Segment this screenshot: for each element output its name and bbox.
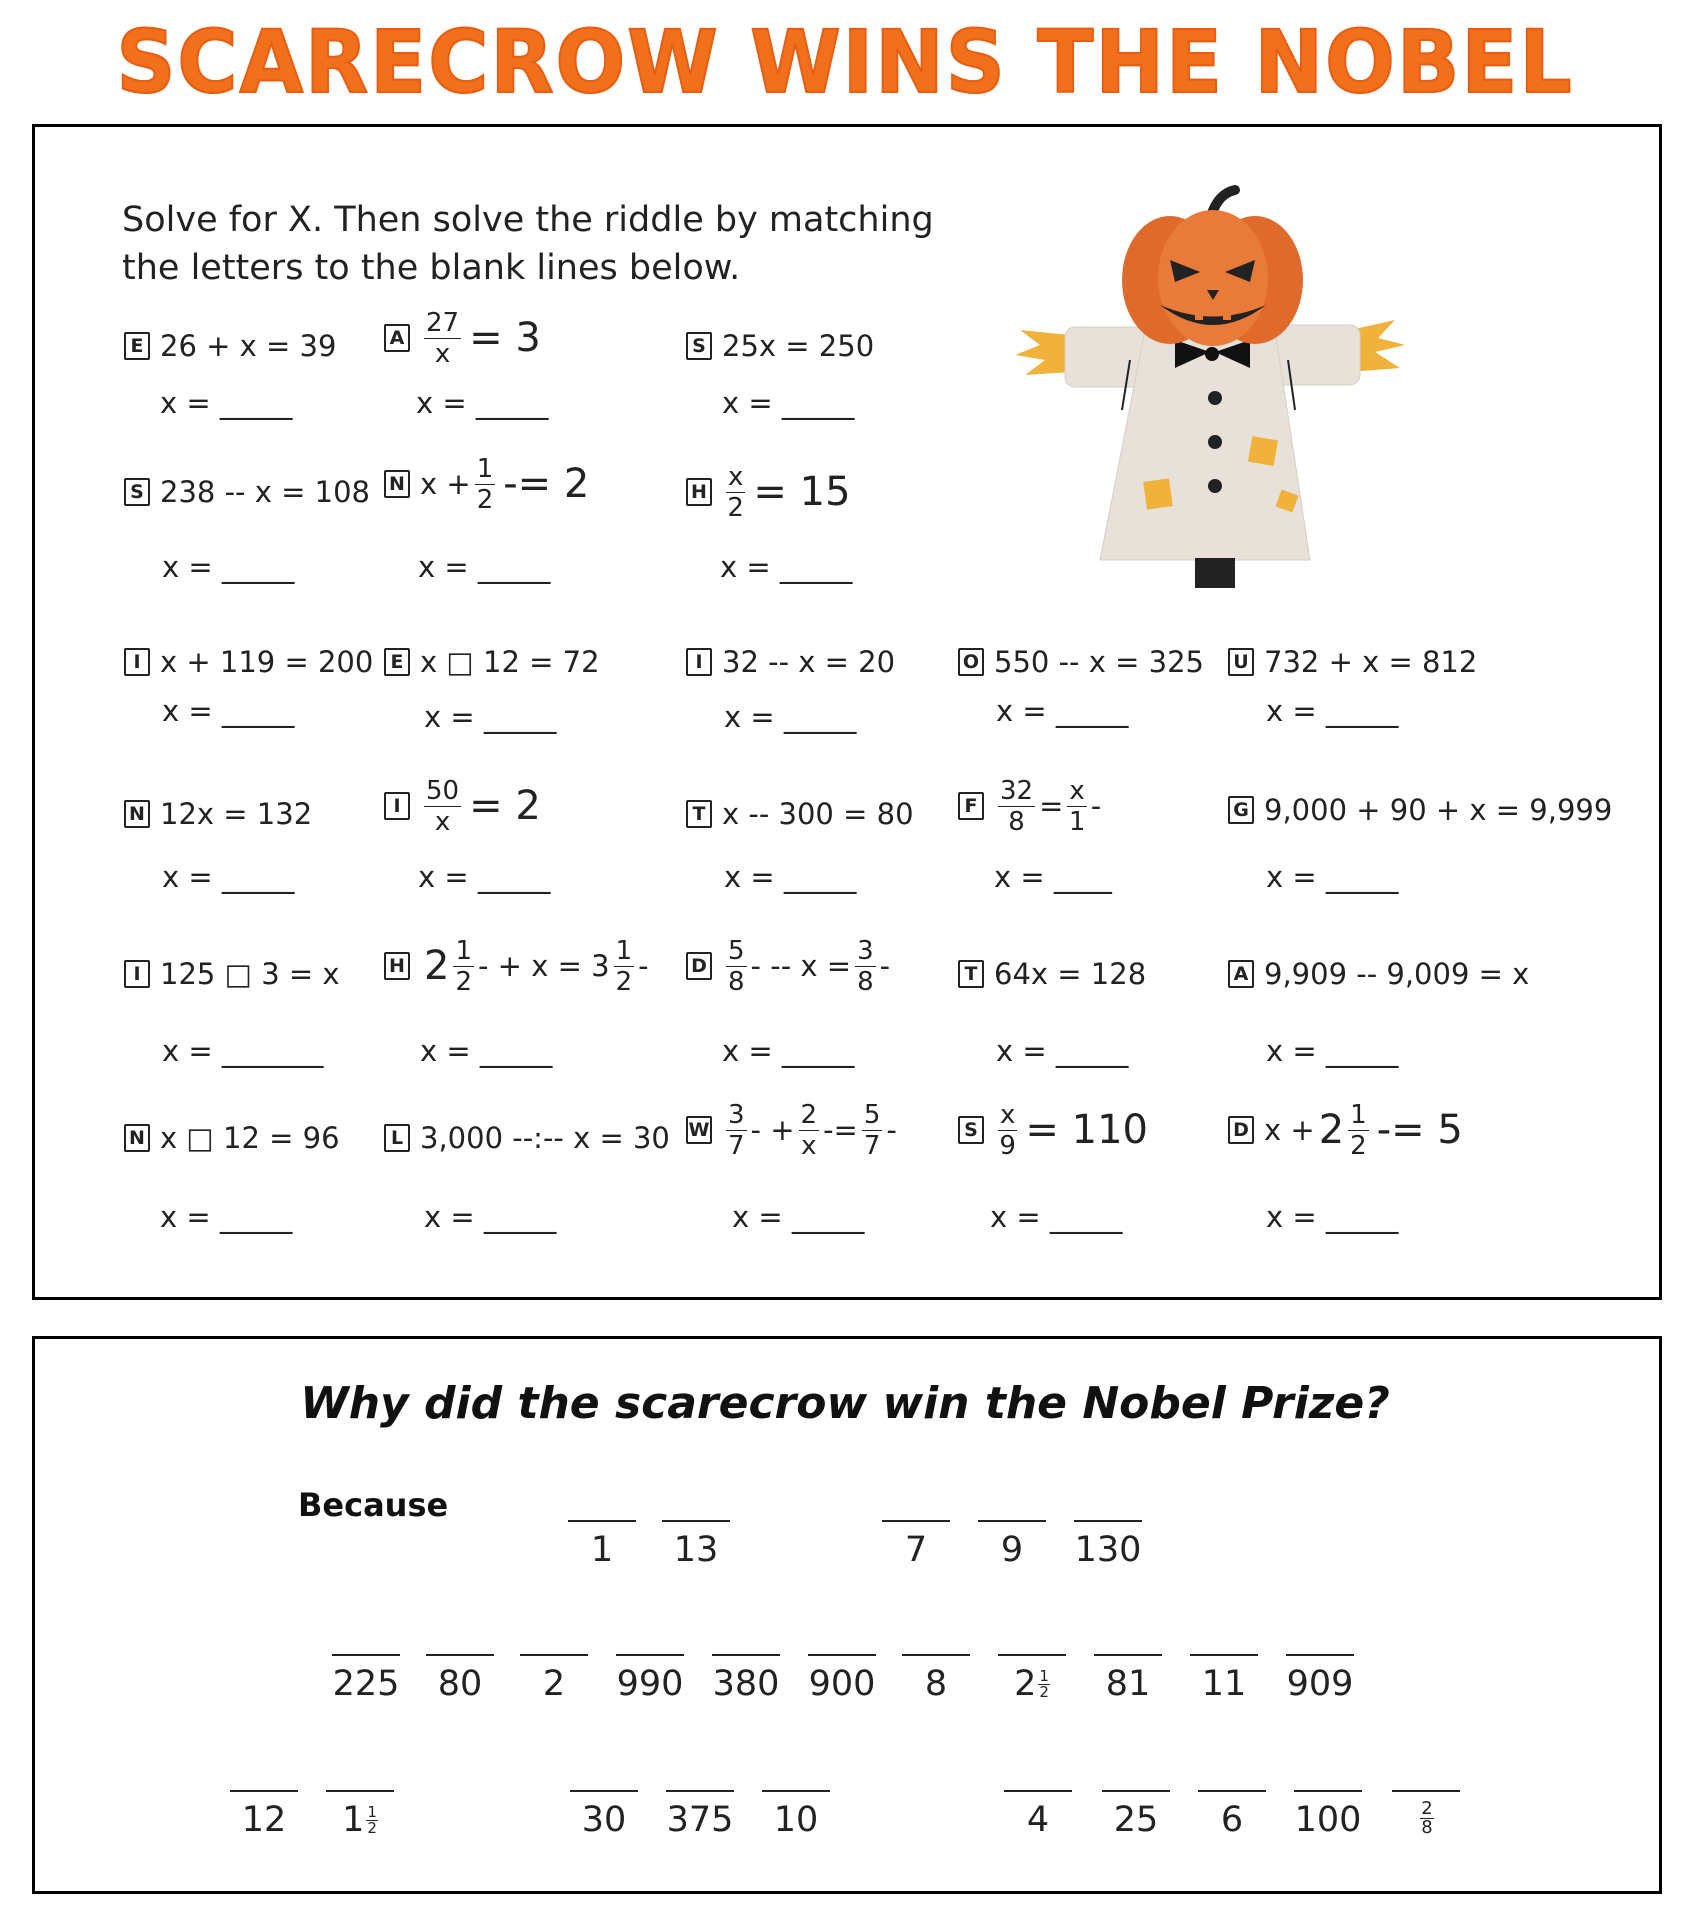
answer-16[interactable]: x = _____: [1266, 860, 1399, 894]
answer-slot[interactable]: 2 8: [1392, 1790, 1460, 1837]
problem-22: N x □ 12 = 96: [124, 1112, 340, 1164]
problem-21: A 9,909 -- 9,009 = x: [1228, 948, 1529, 1000]
problem-17: I 125 □ 3 = x: [124, 948, 340, 1000]
answer-slot[interactable]: 2: [520, 1654, 588, 1704]
answer-25[interactable]: x = _____: [990, 1200, 1123, 1234]
answer-slot[interactable]: 25: [1102, 1790, 1170, 1840]
answer-1[interactable]: x = _____: [160, 386, 293, 420]
answer-slot[interactable]: 909: [1286, 1654, 1354, 1704]
answer-slot[interactable]: 1 1 2: [326, 1790, 394, 1840]
answer-21[interactable]: x = _____: [1266, 1034, 1399, 1068]
answer-7[interactable]: x = _____: [162, 694, 295, 728]
letter-box: N: [384, 470, 410, 498]
answer-slot[interactable]: 81: [1094, 1654, 1162, 1704]
answer-slot[interactable]: 7: [882, 1520, 950, 1570]
answer-2[interactable]: x = _____: [416, 386, 549, 420]
answer-slot[interactable]: 4: [1004, 1790, 1072, 1840]
answer-slot[interactable]: 9: [978, 1520, 1046, 1570]
answer-6[interactable]: x = _____: [720, 550, 853, 584]
instructions: [122, 196, 934, 292]
problem-18: H 2 $\frac{1}{2}$ - + x = 3 $\frac{1}{2}$ -: [384, 940, 649, 992]
answer-8[interactable]: x = _____: [424, 700, 557, 734]
answer-slot[interactable]: 990: [616, 1654, 684, 1704]
problem-20: T 64x = 128: [958, 948, 1146, 1000]
problem-12: N 12x = 132: [124, 788, 312, 840]
problem-9: I 32 -- x = 20: [686, 636, 895, 688]
problem-13: I $\frac{50}{x}$ = 2: [384, 780, 541, 832]
answer-23[interactable]: x = _____: [424, 1200, 557, 1234]
answer-19[interactable]: x = _____: [722, 1034, 855, 1068]
answer-slot[interactable]: 80: [426, 1654, 494, 1704]
letter-box: E: [124, 332, 150, 360]
answer-slot[interactable]: 30: [570, 1790, 638, 1840]
problem-19: D $\frac{5}{8}$ - -- x = $\frac{3}{8}$ -: [686, 940, 890, 992]
answer-slot[interactable]: 225: [332, 1654, 400, 1704]
equation: 238 -- x = 108: [160, 475, 370, 509]
problem-4: [124, 466, 370, 518]
answer-slot[interactable]: 380: [712, 1654, 780, 1704]
instructions-line-1: Solve for X. Then solve the riddle by matching: [122, 200, 934, 240]
answer-9[interactable]: x = _____: [724, 700, 857, 734]
fraction: $\frac{x}{2}$: [727, 461, 744, 523]
answer-11[interactable]: x = _____: [1266, 694, 1399, 728]
letter-box: H: [686, 478, 712, 506]
problem-5: N x + $\frac{1}{2}$ -= 2: [384, 458, 589, 510]
letter-box: S: [686, 332, 712, 360]
problem-2: [384, 307, 541, 369]
answer-slot[interactable]: 900: [808, 1654, 876, 1704]
problem-6: H $\frac{x}{2}$ = 15: [686, 466, 851, 518]
answer-14[interactable]: x = _____: [724, 860, 857, 894]
because-label: Because: [298, 1486, 449, 1524]
answer-20[interactable]: x = _____: [996, 1034, 1129, 1068]
problem-23: L 3,000 --:-- x = 30: [384, 1112, 670, 1164]
answer-18[interactable]: x = _____: [420, 1034, 553, 1068]
problem-10: O 550 -- x = 325: [958, 636, 1204, 688]
equation-rhs: = 3: [469, 315, 541, 361]
answer-slot[interactable]: 2 1 2: [998, 1654, 1066, 1704]
answer-slot[interactable]: 130: [1074, 1520, 1142, 1570]
problem-3: [686, 320, 874, 372]
answer-slot[interactable]: 10: [762, 1790, 830, 1840]
letter-box: S: [124, 478, 150, 506]
answer-slot[interactable]: 13: [662, 1520, 730, 1570]
answer-17[interactable]: x = _______: [162, 1034, 324, 1068]
problem-15: F $\frac{32}{8}$ = $\frac{x}{1}$ -: [958, 780, 1101, 832]
answer-slot[interactable]: 375: [666, 1790, 734, 1840]
answer-15[interactable]: x = ____: [994, 860, 1112, 894]
answer-slot[interactable]: 1: [568, 1520, 636, 1570]
fraction: $\frac{27}{x}$: [426, 307, 460, 369]
answer-5[interactable]: x = _____: [418, 550, 551, 584]
straw-left-icon: [1015, 330, 1070, 375]
problem-1: [124, 320, 336, 372]
answer-slot[interactable]: 8: [902, 1654, 970, 1704]
problem-7: I x + 119 = 200: [124, 636, 373, 688]
page-title: SCARECROW WINS THE NOBEL: [116, 13, 1574, 113]
answer-24[interactable]: x = _____: [732, 1200, 865, 1234]
letter-box: A: [384, 324, 410, 352]
equation: 26 + x = 39: [160, 329, 337, 363]
answer-3[interactable]: x = _____: [722, 386, 855, 420]
problem-14: T x -- 300 = 80: [686, 788, 914, 840]
problem-11: U 732 + x = 812: [1228, 636, 1477, 688]
answer-12[interactable]: x = _____: [162, 860, 295, 894]
answer-13[interactable]: x = _____: [418, 860, 551, 894]
riddle-question: Why did the scarecrow win the Nobel Prize?: [300, 1378, 1390, 1429]
problem-26: D x + 2 $\frac{1}{2}$ -= 5: [1228, 1104, 1463, 1156]
answer-4[interactable]: x = _____: [162, 550, 295, 584]
answer-slot[interactable]: 11: [1190, 1654, 1258, 1704]
problem-25: S $\frac{x}{9}$ = 110: [958, 1104, 1148, 1156]
answer-22[interactable]: x = _____: [160, 1200, 293, 1234]
answer-slot[interactable]: 100: [1294, 1790, 1362, 1840]
scarecrow-illustration: [1010, 180, 1410, 600]
problem-8: E x □ 12 = 72: [384, 636, 600, 688]
fraction: $\frac{1}{2}$: [476, 453, 494, 515]
answer-26[interactable]: x = _____: [1266, 1200, 1399, 1234]
answer-slot[interactable]: 12: [230, 1790, 298, 1840]
problem-24: W $\frac{3}{7}$ - + $\frac{2}{x}$ -= $\frac{5}{7}$ -: [686, 1104, 897, 1156]
answer-10[interactable]: x = _____: [996, 694, 1129, 728]
equation: 25x = 250: [722, 329, 875, 363]
instructions-line-2: the letters to the blank lines below.: [122, 248, 741, 288]
answer-slot[interactable]: 6: [1198, 1790, 1266, 1840]
problem-16: G 9,000 + 90 + x = 9,999: [1228, 784, 1612, 836]
